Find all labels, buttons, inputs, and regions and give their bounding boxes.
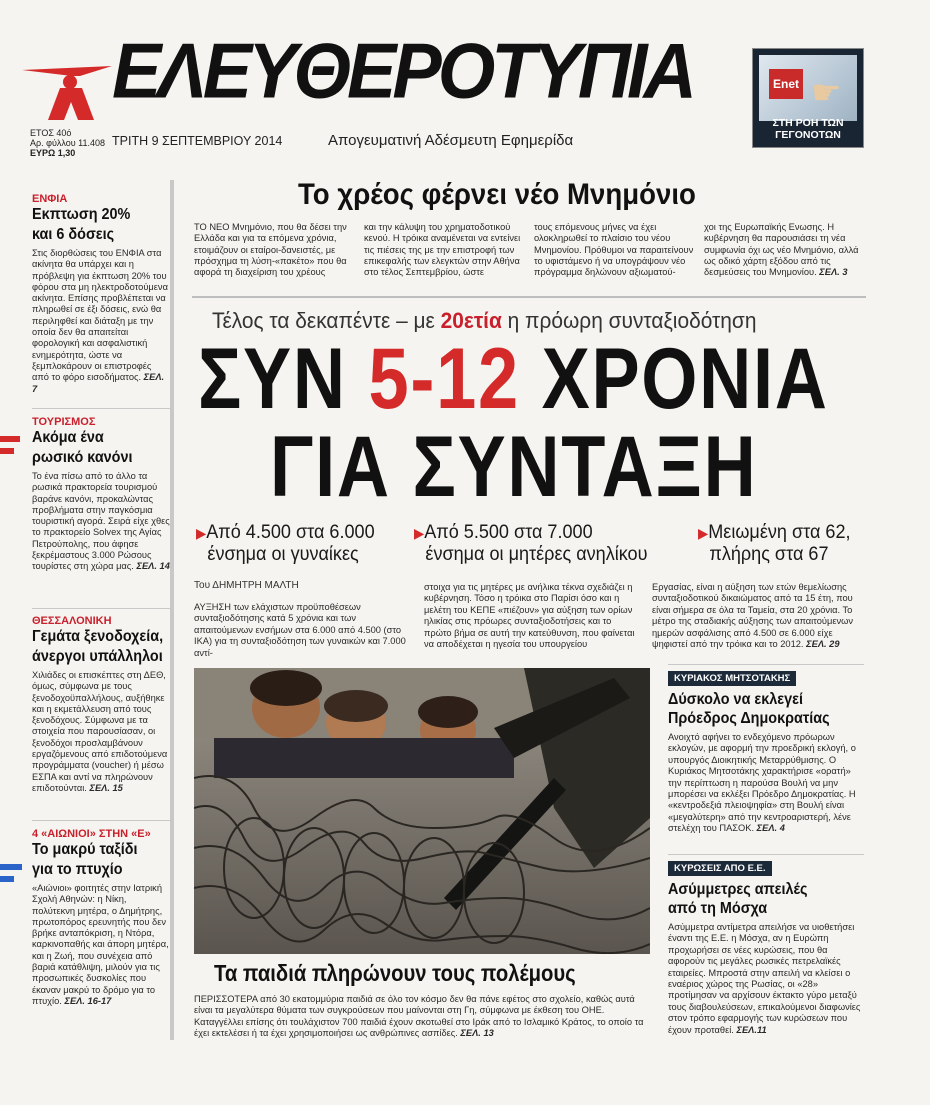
sidebar-article[interactable]	[32, 193, 170, 395]
right-article[interactable]	[668, 668, 864, 835]
top-story-column: τους επόμενους μήνες να έχει ολοκληρωθεί το πλαίσιο του νέου Μνημονίου. Πρόθυμοι να παραιτείνουν το υφιστάμενο ή να υπογράψουν νέο πρόγραμμα δηλώνουν αξιωματού-	[534, 222, 694, 278]
page-ref: ΣΕΛ. 15	[89, 782, 123, 793]
sidebar-text: Το ένα πίσω από το άλλο τα ρωσικά πρακτορεία τουρισμού βαράνε κανόνι, προκαλώντας προβλήματα στην παγκόσμια τουριστική αγορά. Σειρά είχε χθες το πρακτορείο Solvex της Αγίας Πετρούπολης, που άφησε ξεκρέμαστους 3.000 Ρώσους τουρίστες στη χώρα μας. ΣΕΛ. 14	[32, 471, 170, 572]
enet-logo: Enet	[769, 69, 803, 99]
masthead-title: ΕΛΕΥΘΕΡΟΤΥΠΙΑ	[112, 26, 693, 115]
bullet-arrow-icon: ▶	[196, 525, 207, 541]
issue-date: ΤΡΙΤΗ 9 ΣΕΠΤΕΜΒΡΙΟΥ 2014	[112, 134, 283, 148]
right-article[interactable]	[668, 858, 864, 1036]
main-headline-line2[interactable]: ΓΙΑ ΣΥΝΤΑΞΗ	[270, 419, 758, 515]
divider	[32, 408, 170, 409]
byline: Του ΔΗΜΗΤΡΗ ΜΑΛΤΗ	[194, 580, 299, 591]
page-ref: ΣΕΛ. 16-17	[64, 995, 112, 1006]
year-label: ΕΤΟΣ 40ό	[30, 128, 72, 138]
children-barbed-wire-photo	[194, 668, 650, 954]
enet-badge[interactable]	[752, 48, 864, 148]
sidebar-headline: άνεργοι υπάλληλοι	[32, 648, 163, 665]
page-ref: ΣΕΛ. 3	[819, 267, 848, 278]
divider	[32, 820, 170, 821]
sidebar-headline: για το πτυχίο	[32, 861, 123, 878]
page-ref: ΣΕΛ. 13	[460, 1028, 494, 1039]
issue-number: Αρ. φύλλου 11.408	[30, 138, 106, 148]
bullet-arrow-icon: ▶	[414, 525, 425, 541]
masthead-subtitle: Απογευματινή Αδέσμευτη Εφημερίδα	[328, 132, 574, 149]
top-story-headline[interactable]: Το χρέος φέρνει νέο Μνημόνιο	[298, 178, 696, 211]
main-story-kicker: Τέλος τα δεκαπέντε – με 20ετία η πρόωρη συνταξιοδότηση	[212, 308, 757, 333]
divider	[668, 854, 864, 855]
sidebar-text: Στις διορθώσεις του ΕΝΦΙΑ στα ακίνητα θα υπάρχει και η πρόβλεψη για έκπτωση 20% του φόρου στα μη ηλεκτροδοτούμενα ακίνητα. Επίσης προβλέπεται να πληρωθεί σε έξι δόσεις, ενώ θα περιληφθεί και διάταξη με την οποία δεν θα απαιτείται φορολογική και ασφαλιστική ενημερότητα, ώστε να ξεμπλοκάρουν οι επιστροφές από το φόρο εισοδήματος. ΣΕΛ. 7	[32, 248, 168, 394]
sidebar-headline: και 6 δόσεις	[32, 226, 115, 243]
badge-caption: ΣΤΗ ΡΟΗ ΤΩΝ ΓΕΓΟΝΟΤΩΝ	[772, 117, 844, 141]
sidebar-article[interactable]	[32, 416, 170, 573]
page-ref: ΣΕΛ. 7	[32, 372, 165, 394]
sidebar-article[interactable]	[32, 615, 170, 794]
sidebar-kicker: 4 «ΑΙΩΝΙΟΙ» ΣΤΗΝ «Ε»	[32, 828, 151, 840]
right-headline: Πρόεδρος Δημοκρατίας	[668, 710, 830, 727]
bullet-point: ▶Από 4.500 στα 6.000 ένσημα οι γυναίκες	[196, 522, 375, 565]
sidebar-kicker: ΘΕΣΣΑΛΟΝΙΚΗ	[32, 615, 112, 627]
edge-mark-red	[0, 436, 20, 442]
top-story-column: και την κάλυψη του χρηματοδοτικού κενού. Η τρόικα αναμένεται να εντείνει τις πιέσεις της με την επιστροφή των επικεφαλής των ελεγκτών στην Αθήνα στο τέλος Σεπτεμβρίου, ώστε	[364, 222, 521, 278]
photo-story-text: ΠΕΡΙΣΣΟΤΕΡΑ από 30 εκατομμύρια παιδιά σε όλο τον κόσμο δεν θα πάνε εφέτος στο σχολείο, καθώς αυτά είναι τα μεγαλύτερα θύματα των συγκρούσεων που μαίνονται στη Γη, σύμφωνα με έκθεση του ΟΗΕ. Καταγγέλλει επίσης ότι τουλάχιστον 700 παιδιά έχουν σκοτωθεί στο Ιράκ από το Ισλαμικό Κράτος, το οποίο τα έχει εκτελέσει ή τα έχει χρησιμοποιήσει ως ανθρώπινες ασπίδες. ΣΕΛ. 13	[194, 994, 644, 1039]
right-kicker: ΚΥΡΩΣΕΙΣ ΑΠΟ Ε.Ε.	[668, 861, 772, 876]
sidebar-kicker: ΕΝΦΙΑ	[32, 193, 68, 205]
right-headline: Ασύμμετρες απειλές	[668, 881, 808, 898]
page-ref: ΣΕΛ.11	[736, 1024, 767, 1035]
divider	[668, 664, 864, 665]
sidebar-headline: Ακόμα ένα	[32, 429, 104, 446]
sidebar-headline: Το μακρύ ταξίδι	[32, 841, 138, 858]
badge-screen	[759, 55, 857, 121]
main-headline-line1[interactable]: ΣΥΝ 5-12 ΧΡΟΝΙΑ	[198, 331, 829, 427]
right-headline: από τη Μόσχα	[668, 900, 768, 917]
price-label: ΕΥΡΩ 1,30	[30, 148, 76, 158]
right-headline: Δύσκολο να εκλεγεί	[668, 691, 803, 708]
logo-figure-icon	[20, 62, 115, 122]
sidebar-headline: ρωσικό κανόνι	[32, 449, 133, 466]
photo-caption[interactable]: Τα παιδιά πληρώνουν τους πολέμους	[214, 960, 576, 986]
right-kicker: ΚΥΡΙΑΚΟΣ ΜΗΤΣΟΤΑΚΗΣ	[668, 671, 796, 686]
bullet-arrow-icon: ▶	[698, 525, 709, 541]
main-story-column: στοιχα για τις μητέρες με ανήλικα τέκνα σχεδιάζει η κυβέρνηση. Τόσο η τρόικα στο Παρίσι όσο και η μελέτη του ΚΕΠΕ «πιέζουν» για αύξηση των ορίων ηλικίας στις πρόωρες συνταξιοδοτήσεις και το πρώτο βήμα σε αυτή την κατεύθυνση, που φαίνεται να αποδέχεται η ηγεσία του υπουργείου	[424, 582, 635, 650]
divider	[32, 608, 170, 609]
divider	[192, 296, 866, 298]
edge-mark-blue	[0, 864, 22, 870]
sidebar-kicker: ΤΟΥΡΙΣΜΟΣ	[32, 416, 96, 428]
page-ref: ΣΕΛ. 4	[756, 823, 785, 834]
edge-mark-blue	[0, 876, 14, 882]
sidebar-text: Χιλιάδες οι επισκέπτες στη ΔΕΘ, όμως, σύμφωνα με τους ξενοδοχοϋπαλλήλους, αυξήθηκε και η εκμετάλλευση από τους ξενοδόχους. Σύμφωνα με τα στοιχεία που παρουσίασαν, οι ξενοδόχοι προσλαμβάνουν εργαζόμενους από επιδοτούμενα προγράμματα (voucher) ή μέσω ΕΣΠΑ και αντί να πληρώνουν επιδοτούνται. ΣΕΛ. 15	[32, 670, 168, 793]
sidebar-headline: Εκπτωση 20%	[32, 206, 131, 223]
sidebar-article[interactable]	[32, 828, 170, 1007]
right-text: Ασύμμετρα αντίμετρα απειλήσε να υιοθετήσει έναντι της Ε.Ε. η Μόσχα, αν η Ευρώπη προχωρήσει σε νέες κυρώσεις, που θα αφορούν τις μεγάλες ρωσικές πετρελαϊκές εταιρείες. Μπροστά στην απειλή να κλείσει ο εναέριος χώρος της Ρωσίας, οι «28» προτίμησαν να αρχίσουν έκτακτο γύρο μεταξύ τους διαβουλεύσεων, επικαλούμενοι διαφωνίες στον τρόπο εφαρμογής των κυρώσεων που έχουν προταθεί. ΣΕΛ.11	[668, 922, 861, 1035]
page-ref: ΣΕΛ. 29	[806, 639, 840, 650]
bullet-point: ▶Από 5.500 στα 7.000 ένσημα οι μητέρες ανηλίκου	[414, 522, 648, 565]
top-story-column: ΤΟ ΝΕΟ Μνημόνιο, που θα δέσει την Ελλάδα και για τα επόμενα χρόνια, ετοιμάζουν οι εταίροι-δανειστές, με πρόσχημα τη λύση-«πακέτο» που θα αφορά τη διαχείριση του χρέους	[194, 222, 347, 278]
pointing-hand-icon: ☛	[811, 74, 842, 112]
page-ref: ΣΕΛ. 14	[136, 561, 170, 572]
right-text: Ανοιχτό αφήνει το ενδεχόμενο πρόωρων εκλογών, με αφορμή την προεδρική εκλογή, ο υπουργός Διοικητικής Μεταρρύθμισης. Ο Κυριάκος Μητσοτάκης χαρακτήρισε «ορατή» την περίπτωση η παρούσα Βουλή να μην μπορέσει να εκλέξει Πρόεδρο Δημοκρατίας. Η «κεντροδεξιά πλειοψηφία» στη Βουλή είναι «μεγαλύτερη» από την κεντροαριστερή, λένε στελέχη του ΠΑΣΟΚ. ΣΕΛ. 4	[668, 732, 856, 834]
news-photo[interactable]	[194, 668, 650, 954]
bullet-point: ▶Μειωμένη στα 62, πλήρης στα 67	[698, 522, 851, 565]
sidebar-text: «Αιώνιοι» φοιτητές στην Ιατρική Σχολή Αθηνών: η Νίκη, πολύτεκνη μητέρα, ο Δημήτρης, πρωτοπόρος ερευνητής που δεν βρήκε ανταπόκριση, η Ντόρα, καρκινοπαθής και άπορη μητέρα, και η Ζωή, που συνέχεια από βαριά κατάθλιψη, μιλούν για τις προσωπικές δυσκολίες που έκαναν μακρύ το δρόμο για το πτυχίο. ΣΕΛ. 16-17	[32, 883, 169, 1006]
sidebar-headline: Γεμάτα ξενοδοχεία,	[32, 628, 164, 645]
main-story-column: Εργασίας, είναι η αύξηση των ετών θεμελίωσης συνταξιοδοτικού δικαιώματος από τα 15 έτη, που είναι σήμερα σε όλα τα Ταμεία, στα 20 χρόνια. Το μέτρο της σταδιακής αύξησης των απαιτούμενων ημερών ασφάλισης από 4.500 σε 6.000 είχε ψηφιστεί από την τρόικα και το 2012. ΣΕΛ. 29	[652, 582, 854, 650]
edge-mark-red	[0, 448, 14, 454]
main-story-column: ΑΥΞΗΣΗ των ελάχιστων προϋποθέσεων συνταξιοδότησης κατά 5 χρόνια και των απαιτούμενων ενσήμων στα 6.000 από 4.500 (στο ΙΚΑ) για τη συνταξιοδότηση των γυναικών και 7.000 αντί-	[194, 602, 406, 658]
top-story-column: χοι της Ευρωπαϊκής Ενωσης. Η κυβέρνηση θα παρουσιάσει τη νέα συμφωνία όχι ως νέο Μνημόνιο, αλλά ως οδικό χάρτη εξόδου από τις δεσμεύσεις του Μνημονίου. ΣΕΛ. 3	[704, 222, 859, 278]
